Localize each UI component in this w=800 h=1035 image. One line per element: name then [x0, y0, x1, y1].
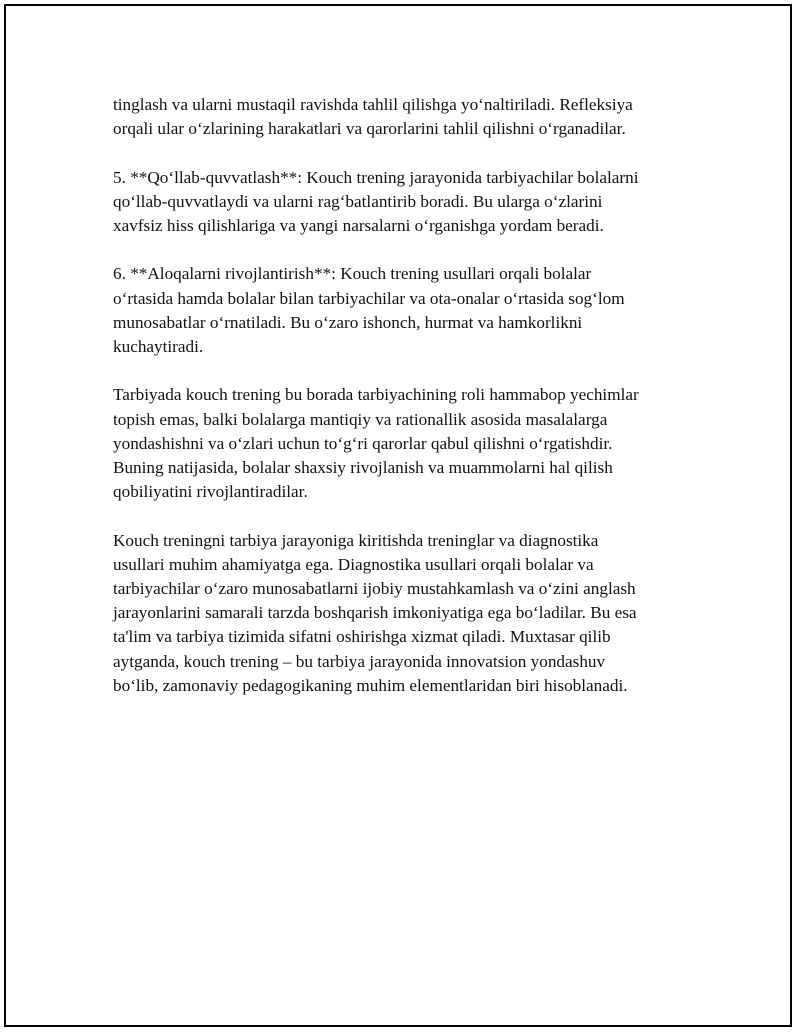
paragraph-coach-role: Tarbiyada kouch trening bu borada tarbiyachining roli hammabop yechimlar topish emas, balki bolalarga mantiqiy va rationallik asosida masalalarga yondashishni va oʻzlari uchun toʻgʻri qarorlar qabul qilishni oʻrgatishdir. Buning natijasida, bolalar shaxsiy rivojlanish va muammolarni hal qilish qobiliyatini rivojlantiradilar. — [113, 385, 639, 502]
document-body — [113, 93, 703, 722]
paragraph-reflection-continuation: tinglash va ularni mustaqil ravishda tahlil qilishga yoʻnaltiriladi. Refleksiya orqali ular oʻzlarining harakatlari va qarorlarini tahlil qilishni oʻrganadilar. — [113, 95, 633, 139]
paragraph-support: 5. **Qoʻllab-quvvatlash**: Kouch trening jarayonida tarbiyachilar bolalarni qoʻllab-quvvatlaydi va ularni ragʻbatlantirib boradi. Bu ularga oʻzlarini xavfsiz hiss qilishlariga va yangi narsalarni oʻrganishga yordam beradi. — [113, 167, 639, 235]
paragraph-conclusion: Kouch treningni tarbiya jarayoniga kiritishda treninglar va diagnostika usullari muhim ahamiyatga ega. Diagnostika usullari orqali bolalar va tarbiyachilar oʻzaro munosabatlarni ijobiy mustahkamlash va oʻzini anglash jarayonlarini samarali tarzda boshqarish imkoniyatiga ega boʻladilar. Bu esa ta'lim va tarbiya tizimida sifatni oshirishga xizmat qiladi. Muxtasar qilib aytganda, kouch trening – bu tarbiya jarayonida innovatsion yondashuv boʻlib, zamonaviy pedagogikaning muhim elementlaridan biri hisoblanadi. — [113, 530, 637, 695]
paragraph-relationships: 6. **Aloqalarni rivojlantirish**: Kouch trening usullari orqali bolalar oʻrtasida hamda bolalar bilan tarbiyachilar va ota-onalar oʻrtasida sogʻlom munosabatlar oʻrnatiladi. Bu oʻzaro ishonch, hurmat va hamkorlikni kuchaytiradi. — [113, 264, 625, 356]
